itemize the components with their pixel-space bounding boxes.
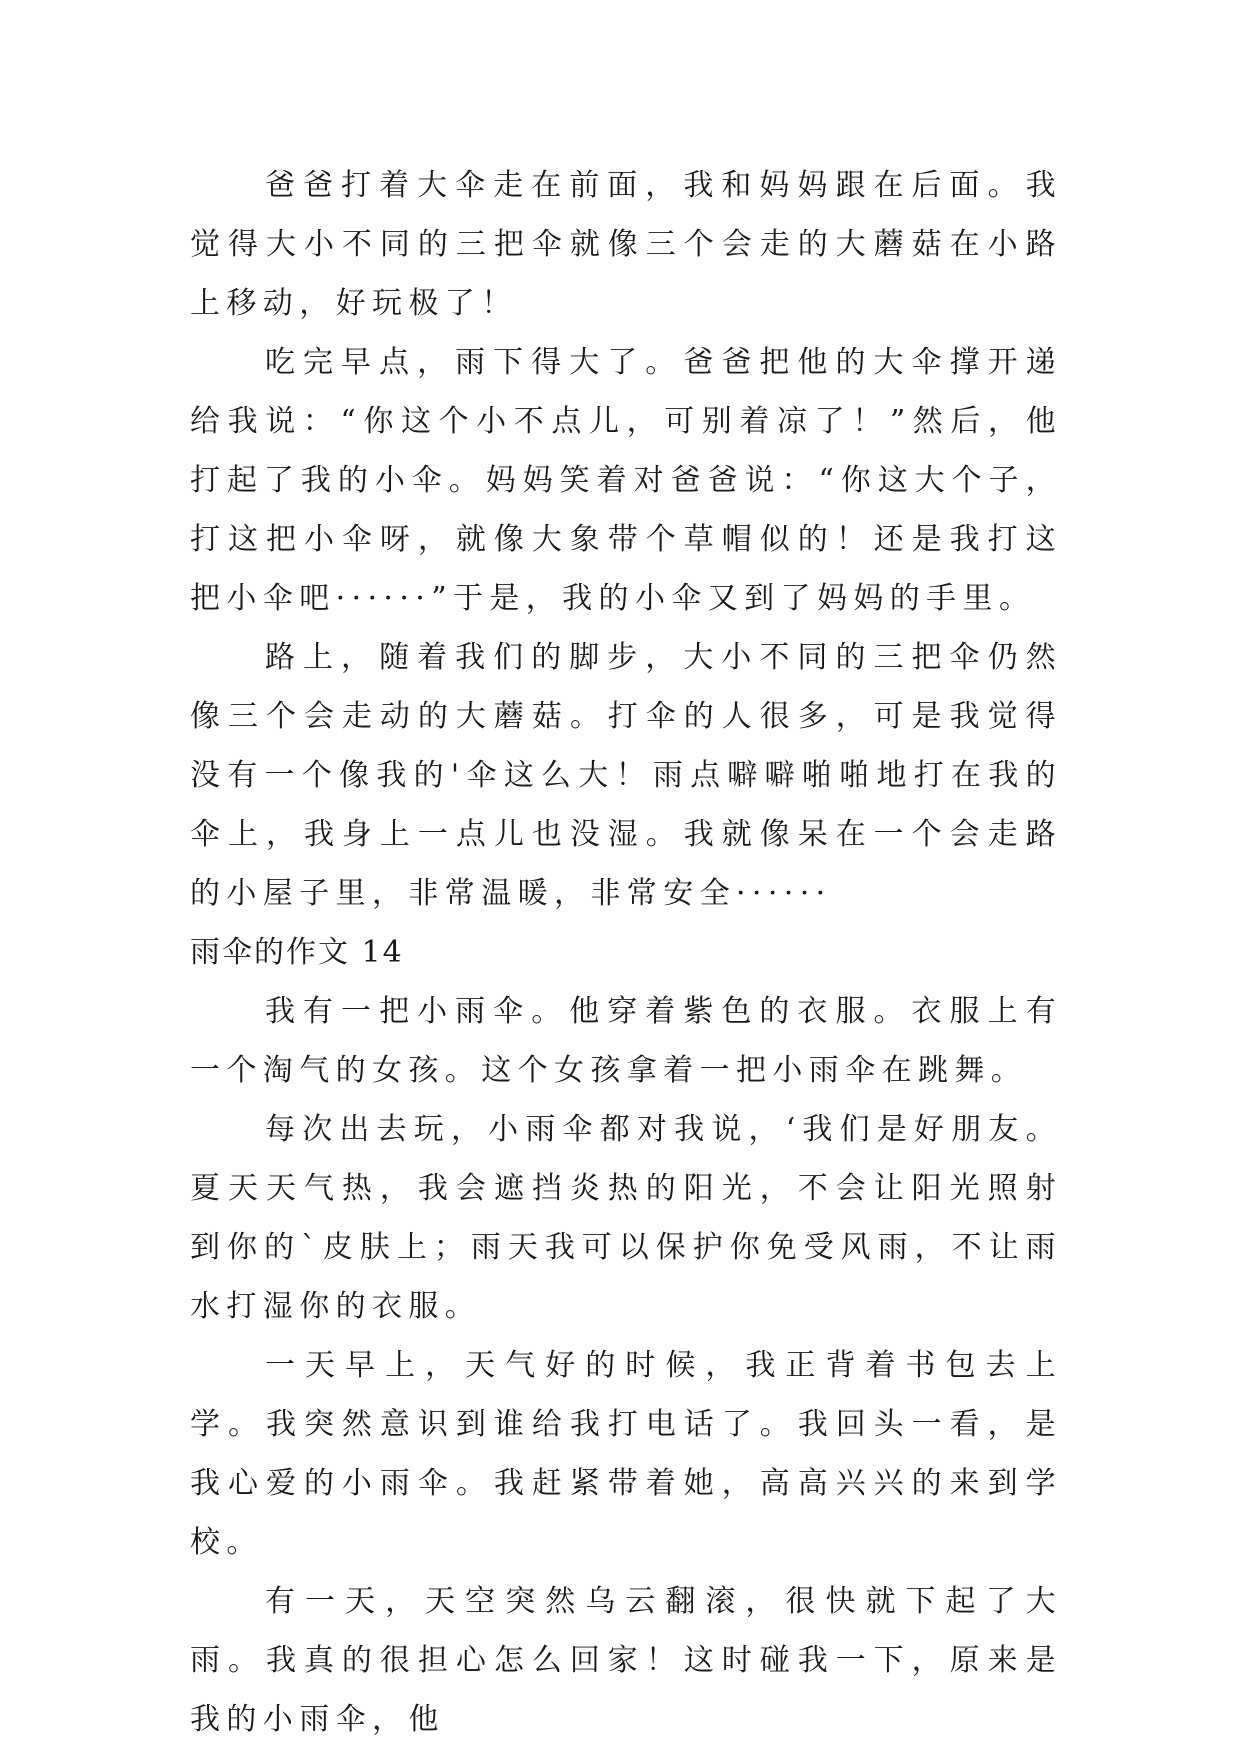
- paragraph: 每次出去玩，小雨伞都对我说，‘我们是好朋友。夏天天气热，我会遮挡炎热的阳光，不会让阳光照射到你的`皮肤上；雨天我可以保护你免受风雨，不让雨水打湿你的衣服。: [190, 1112, 1062, 1324]
- paragraph: 路上，随着我们的脚步，大小不同的三把伞仍然像三个会走动的大蘑菇。打伞的人很多，可是我觉得没有一个像我的'伞这么大！雨点噼噼啪啪地打在我的伞上，我身上一点儿也没湿。我就像呆在一个会走路的小屋子里，非常温暖，非常安全······: [190, 640, 1062, 911]
- document-body: [190, 156, 1062, 1749]
- paragraph: 爸爸打着大伞走在前面，我和妈妈跟在后面。我觉得大小不同的三把伞就像三个会走的大蘑菇在小路上移动，好玩极了！: [190, 168, 1062, 321]
- paragraph: 一天早上，天气好的时候，我正背着书包去上学。我突然意识到谁给我打电话了。我回头一看，是我心爱的小雨伞。我赶紧带着她，高高兴兴的来到学校。: [190, 1348, 1062, 1560]
- paragraph: 有一天，天空突然乌云翻滚，很快就下起了大雨。我真的很担心怎么回家！这时碰我一下，原来是我的小雨伞，他: [190, 1584, 1062, 1737]
- paragraph: 我有一把小雨伞。他穿着紫色的衣服。衣服上有一个淘气的女孩。这个女孩拿着一把小雨伞在跳舞。: [190, 994, 1062, 1088]
- paragraph: 吃完早点，雨下得大了。爸爸把他的大伞撑开递给我说：“你这个小不点儿，可别着凉了！”然后，他打起了我的小伞。妈妈笑着对爸爸说：“你这大个子，打这把小伞呀，就像大象带个草帽似的！还是我打这把小伞吧······”于是，我的小伞又到了妈妈的手里。: [190, 345, 1062, 616]
- section-heading: 雨伞的作文 14: [190, 935, 404, 970]
